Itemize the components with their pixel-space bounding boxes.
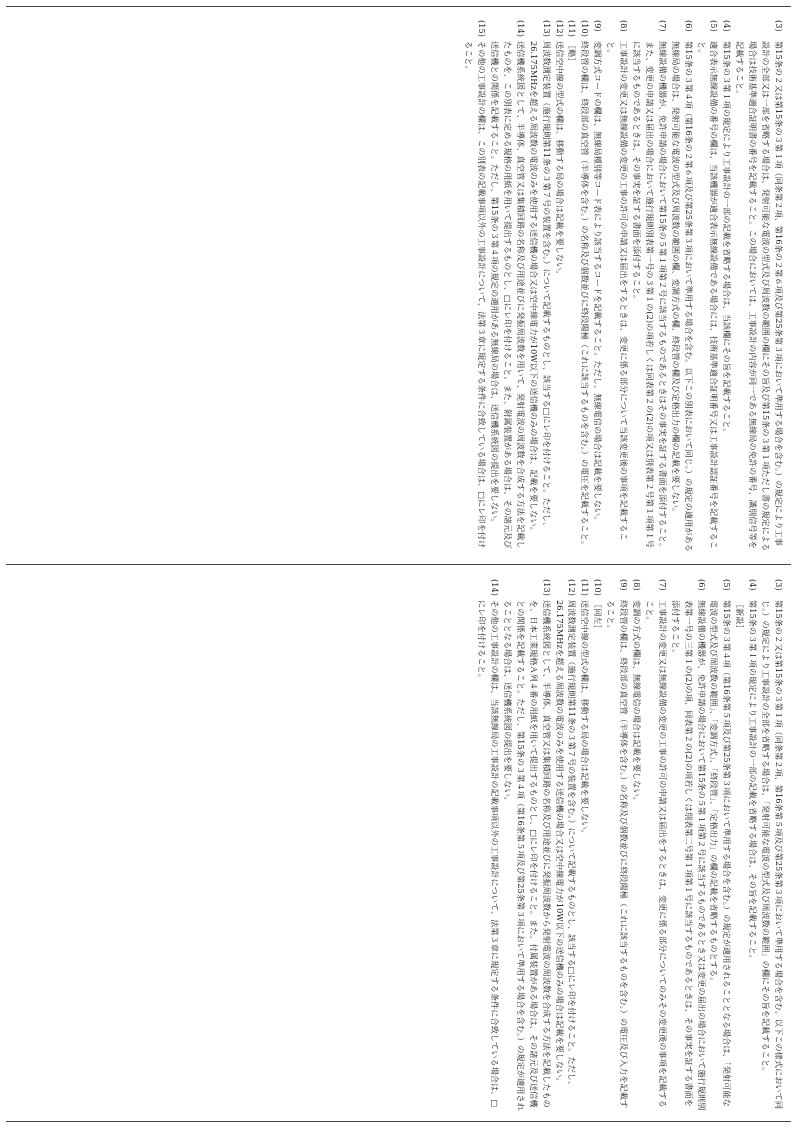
current-provisions-panel [8,569,789,1117]
list-item: (3) 第15条の２又は第15条の３第１項（同条第２項、第16条第５項及び第25条第３項において準用する場合を含む。以下この様式において同じ。）の規定により工事設計の全部を省略する場合は、「発射可能な電波の型式及び周波数の範囲」の欄にその旨を記載すること。 [761,579,784,1110]
list-item: (14) 送信機系統図として、半導体、真空管又は集積回路の名称及び用途並びに発振周波数を用いて、発射電波の周波数を合成する方法を記載したものを、この別表に定める規格の用紙を用いて提出するものとし、□にレ印を付けること。また、附属装置がある場合は、その諸元及び送信機との関係を記載すること。ただし、第15条の３第４項の規定の適用がある無線局の場合は、送信機系統図の提出を要しない。 [490,20,526,549]
revised-provisions-panel [8,10,789,558]
list-item: (10) ［同左］ [593,579,604,633]
list-item: (10) 終段管の欄は、終段部の真空管（半導体を含む。）の名称及び個数並びに終段陽極（これに該当するものを含む。）の電圧を記載すること。 [580,20,591,550]
list-item: (4) 第15条の３第１項の規定により工事設計の一部の記載を省略する場合は、当該欄にその旨を記載すること。 [722,20,733,437]
list-item: (5) 第15条の３第４項（第16条第５項及び第25条第３項において準用する場合を含む。）の規定が適用されることとなる場合は、「発射可能な電波の型式及び周波数の範囲」、「変調方式」、「終段管」、「定格出力」の欄の記載を省略するものとする。 [709,579,733,1107]
list-item: (6) 第15条の３第４項（第16条の２第６項及び第25条第３項において準用する場合を含む。以下この別表において同じ。）の規定の適用がある無線局の場合は、発射可能な電波の型式及び周波数の範囲の欄、変調方式の欄、終段管の欄及び定格出力の欄の記載を要しない。 [670,20,694,552]
list-item: (4) 第15条の３第１項の規定により工事設計の一部の記載を省略する場合は、その旨を記載すること。 [748,579,759,963]
revised-provisions-list [8,10,789,558]
list-item: (13) 周波数測定装置（施行規則第11条の３第７号の装置を含む。）について記載するものとし、該当する□にレ印を付けること。ただし、26.175MHzを超える周波数の電波のみを使用する送信機の場合又は空中線電力が10W以下の送信機のみの場合は、記載を要しない。 [528,20,552,535]
list-item: (8) 工事設計の変更又は無線設備の変更の工事の許可の申請又は届出をするときは、変更に係る部分について当該変更後の事項を記載すること。 [606,20,630,541]
list-item: (13) 送信機系統図として、半導体、真空管又は集積回路の名称及び用途並びに発振周波数から発射電波の周波数を合成する方法を記載したものを、日本工業規格Ａ列４番の用紙を用いて提出するものとし、□にレ印を付けること。また、付属装置がある場合は、その諸元及び送信機との関係を記載すること。ただし、第15条の３第４項（第16条第５項及び第25条第３項において準用する場合を含む。）の規定が適用されることとなる場合は、送信機系統図の提出を要しない。 [502,579,552,1111]
list-item: (3) 第15条の２又は第15条の３第１項（同条第２項、第16条の２第６項及び第25条第３項において準用する場合を含む。）の規定により工事設計の全部又は一部を省略する場合は、発射可能な電波の型式及び周波数の範囲の欄にその旨及び第15条の３第１項ただし書の規定による場合は技術基準適合証明書の番号を記載すること。この場合においては、工事設計の内容が同一である無線局の免許の番号、識別信号等を記載すること。 [735,20,784,552]
list-item: (7) 無線設備の機器が、免許申請の場合において第15条の５第１項第２号に該当するものであるときはその事実を証する書面を添付すること。また、変更の申請又は届出の場合において施行規則別表第一号の３第１の(2)の項若しくは同表第２の(2)の項又は別表第２号第１項第１号に該当するものであるときは、その事実を証する書面を添付すること。 [632,20,668,552]
list-item: (12) 送信空中線の型式の欄は、移動する局の場合は記載を要しない。 [554,20,565,279]
list-item: (8) 変調の方式の欄は、無線電信の場合は記載を要しない。 [632,579,643,805]
middle-rule [6,564,791,565]
current-provisions-list [8,569,789,1117]
list-item: (6) 無線設備の機器が、免許申請の場合において第15条の５第１項第２号に該当するものであるとき又は変更の届出の場合において施行規則別表第一号の三第１の(2)の項、同表第２の(2)の項若しくは別表第二号第１項第１号に該当するものであるときは、その事実を証する書面を添付すること。 [670,579,707,1111]
list-item: (11) ［略］ [567,20,578,66]
list-item: (7) 工事設計の変更又は無線設備の変更の工事の許可の申請又は届出をするときは、変更に係る部分についてのみその変更後の事項を記載すること。 [644,579,668,1108]
list-item: (11) 送信空中線の型式の欄は、移動する局の場合は記載を要しない。 [580,579,591,838]
list-item: (9) 変調方式コードの欄は、無線局種別等コード表により該当するコードを記載すること。ただし、無線電信の場合は記載を要しない。 [593,20,604,525]
list-item: (14) その他の工事設計の欄は、当該無線局の工事設計の記載事項以外の工事設計について、法第３章に規定する条件に合致している場合は、□にレ印を付けること。 [477,579,501,1108]
bottom-rule [6,1121,791,1122]
top-rule [6,6,791,7]
list-item: (15) その他の工事設計の欄は、この別表の記載事項以外の工事設計について、法第３章に規定する条件に合致している場合は、□にレ印を付けること。 [464,20,488,549]
list-item: (9) 終段管の欄は、終段部の真空管（半導体を含む。）の名称及び個数並びに終段陽極（これに該当するものを含む。）の電圧及び入力を記載すること。 [606,579,630,1109]
list-item: ［新設］ [735,600,746,633]
list-item: (5) 適合表示無線設備の番号の欄は、当該機器が適合表示無線設備である場合には、技術基準適合証明番号又は工事設計認証番号を記載すること。 [696,20,720,550]
list-item: (12) 周波数測定装置（施行規則第11条の３第７号の装置を含む。）について記載するものとし、該当する□にレ印を付けること。ただし、26.175MHzを超える周波数の電波のみを使用する送信機の場合又は空中線電力が10W以下の送信機のみの場合は記載を要しない。 [554,579,578,1090]
